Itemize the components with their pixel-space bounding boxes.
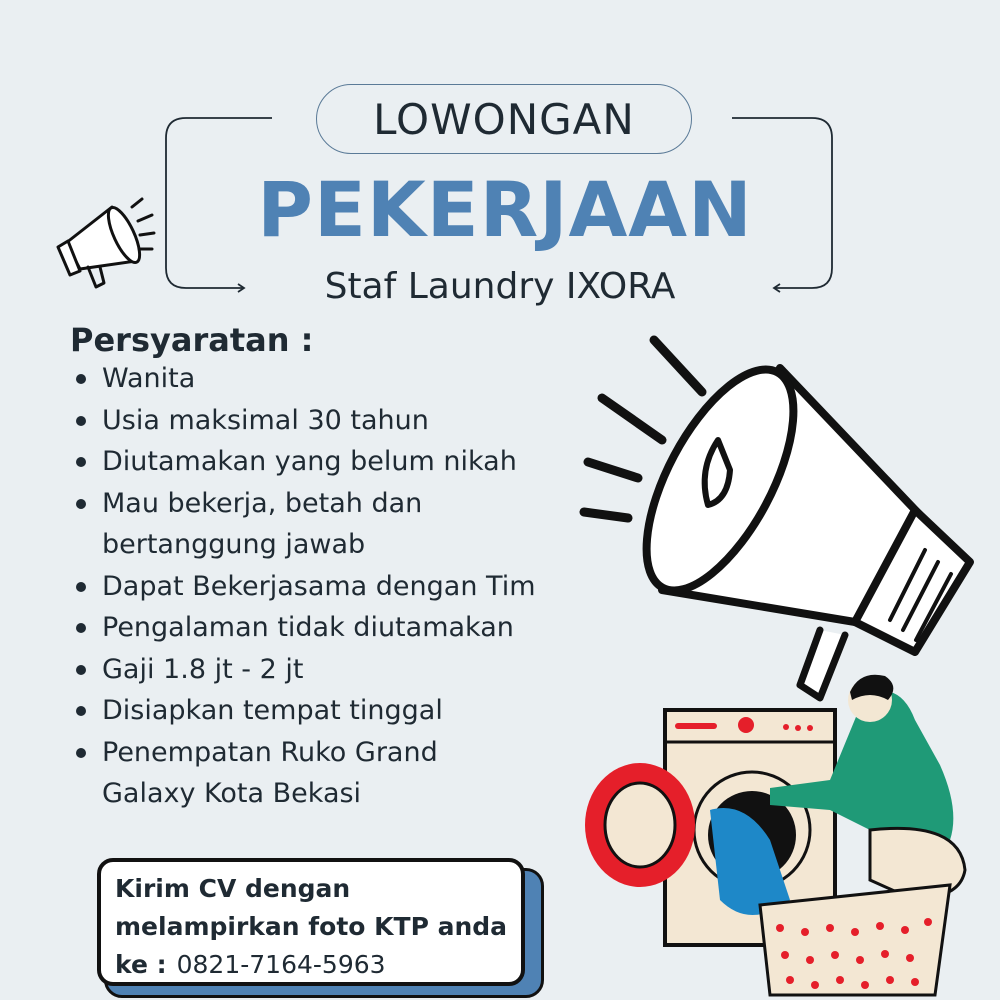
bullet-icon <box>76 416 86 426</box>
contact-line-1: Kirim CV dengan <box>115 874 351 903</box>
list-item: Usia maksimal 30 tahun <box>70 400 590 442</box>
contact-label: ke : <box>115 950 167 979</box>
bullet-icon <box>76 457 86 467</box>
bullet-icon <box>76 582 86 592</box>
bullet-icon <box>76 665 86 675</box>
contact-line-3 <box>115 946 521 984</box>
bullet-icon <box>76 748 86 758</box>
bullet-icon <box>76 499 86 509</box>
woman-doing-laundry-illustration <box>570 670 990 1000</box>
contact-card <box>97 858 525 986</box>
list-item: Gaji 1.8 jt - 2 jt <box>70 649 590 691</box>
page-title: PEKERJAAN <box>257 165 753 254</box>
list-item: Penempatan Ruko Grand Galaxy Kota Bekasi <box>70 732 522 815</box>
list-item: Pengalaman tidak diutamakan <box>70 607 590 649</box>
requirements-list <box>70 358 590 815</box>
list-item: Mau bekerja, betah dan bertanggung jawab <box>70 483 482 566</box>
list-item: Diutamakan yang belum nikah <box>70 441 590 483</box>
bullet-icon <box>76 706 86 716</box>
list-item: Disiapkan tempat tinggal <box>70 690 590 732</box>
contact-line-2: melampirkan foto KTP anda <box>115 912 508 941</box>
list-item: Wanita <box>70 358 590 400</box>
bullet-icon <box>76 623 86 633</box>
list-item: Dapat Bekerjasama dengan Tim <box>70 566 542 608</box>
job-subtitle: Staf Laundry IXORA <box>324 266 676 307</box>
requirements-heading: Persyaratan : <box>70 321 314 359</box>
megaphone-icon <box>40 185 170 295</box>
phone-number[interactable]: 0821-7164-5963 <box>176 950 386 979</box>
megaphone-icon <box>570 330 990 710</box>
kicker-text: LOWONGAN <box>373 94 635 144</box>
bullet-icon <box>76 374 86 384</box>
kicker-pill <box>316 84 692 154</box>
